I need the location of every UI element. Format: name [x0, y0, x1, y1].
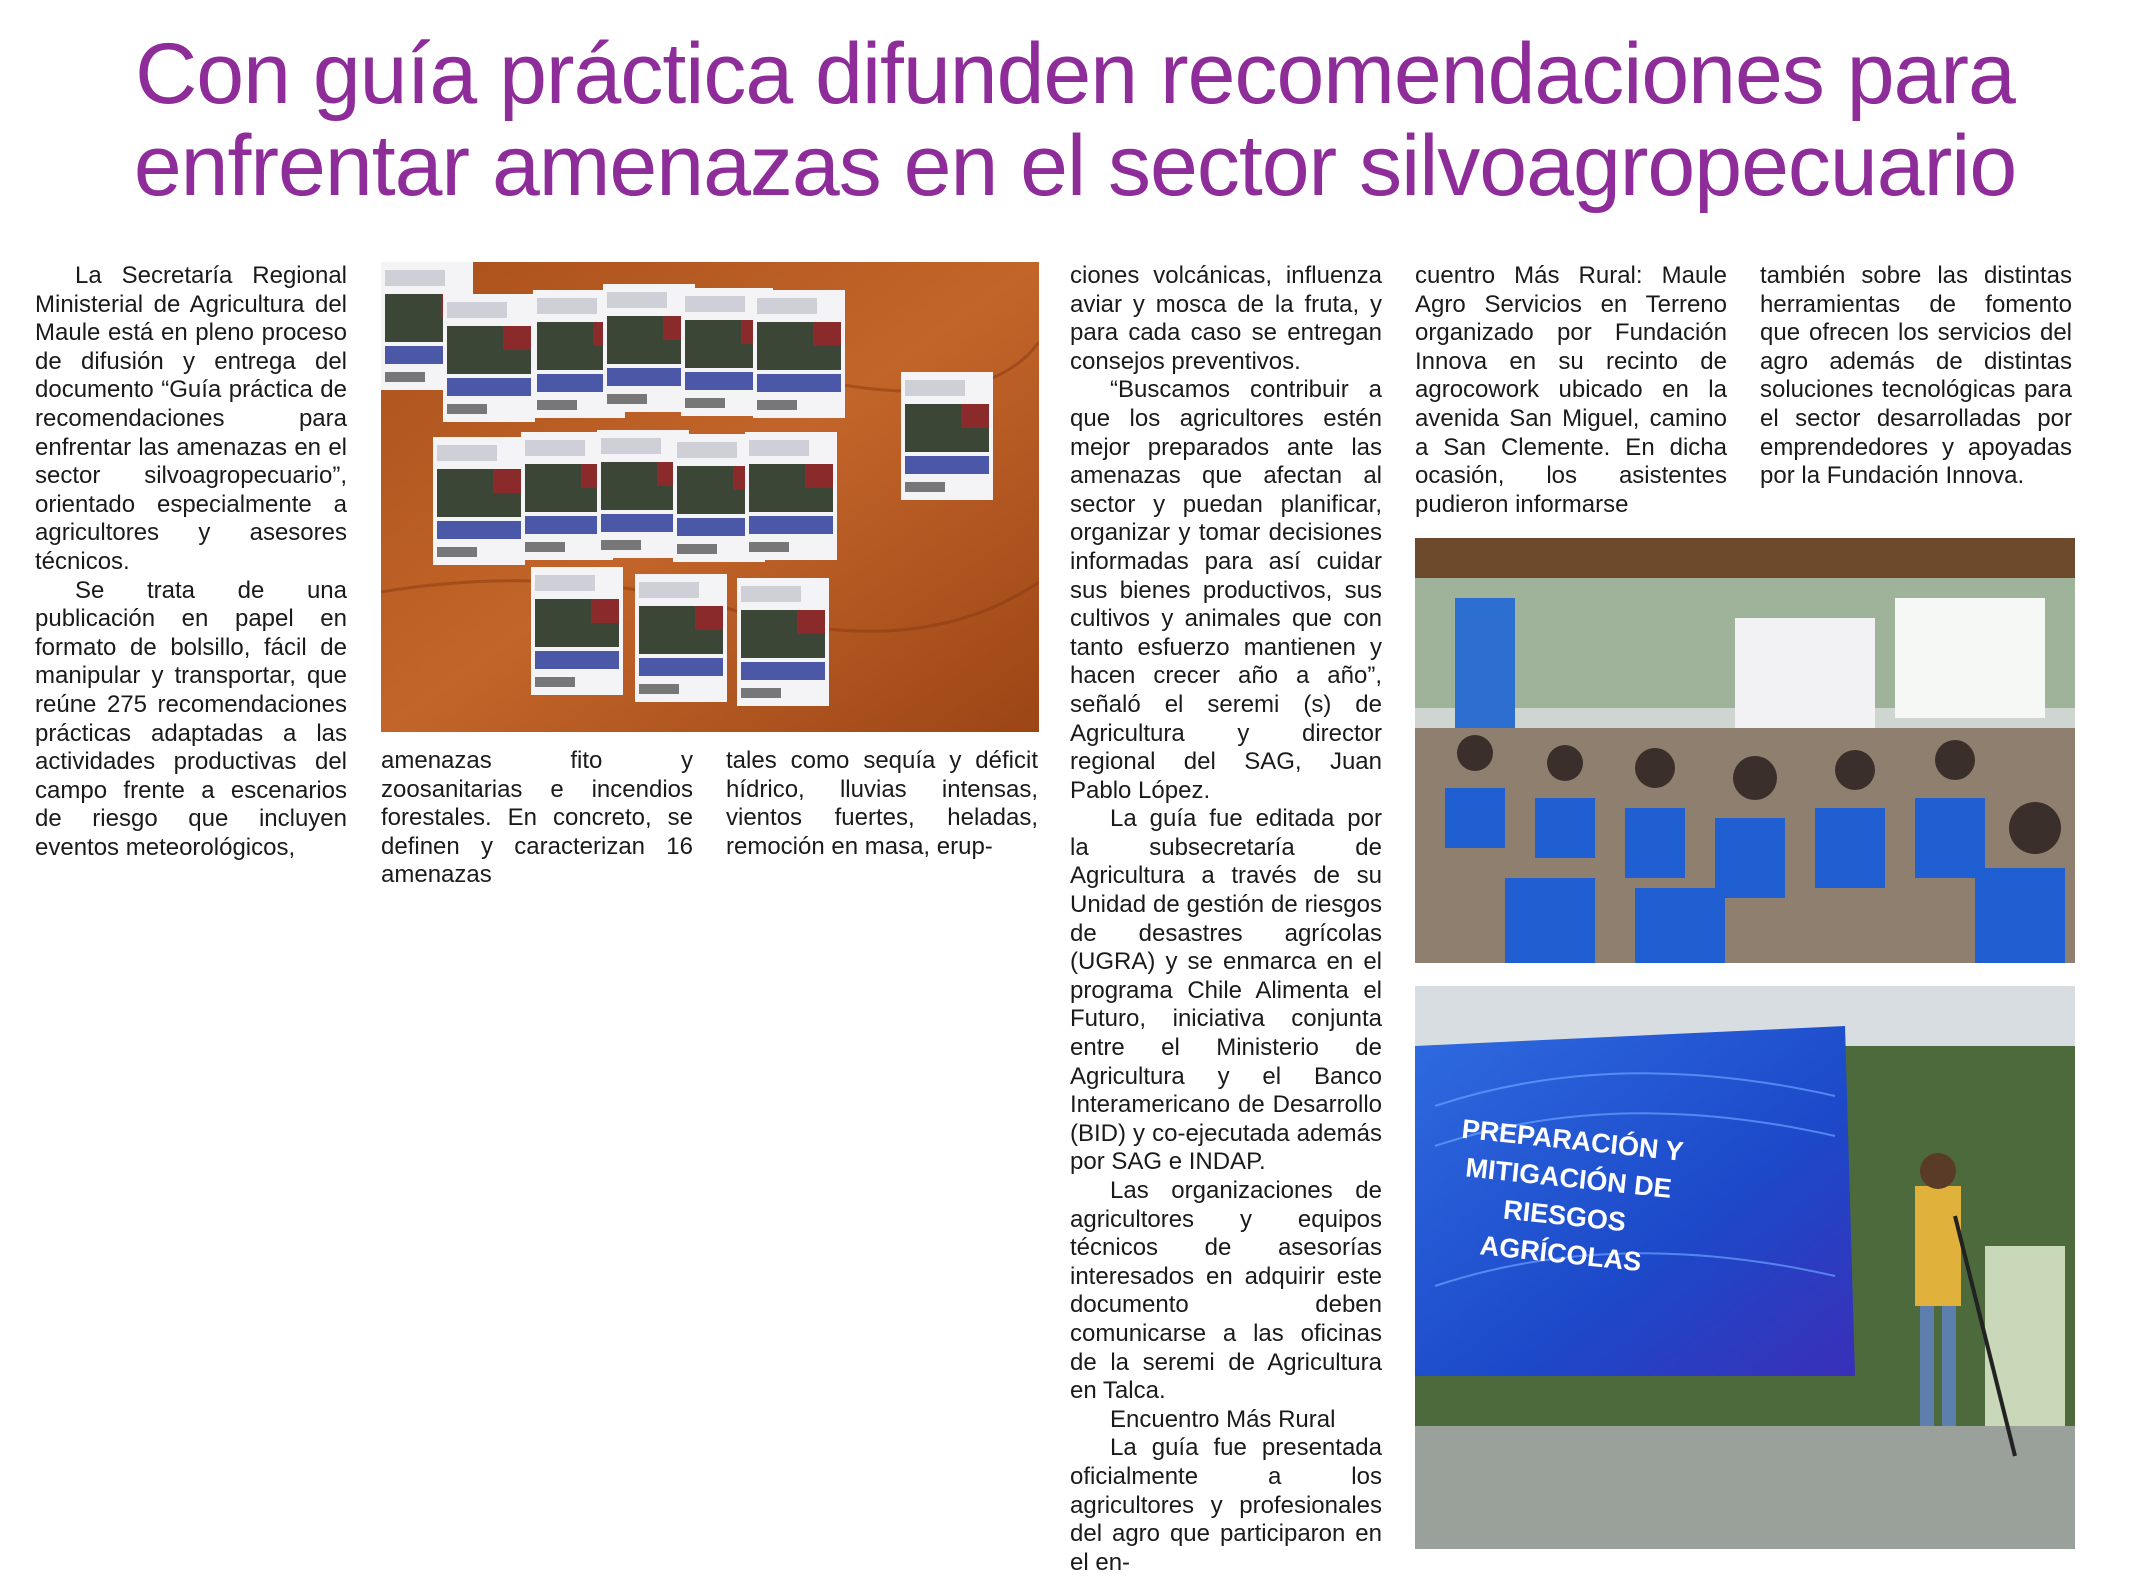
headline-line-2: enfrentar amenazas en el sector silvoagropecuario [133, 118, 2017, 214]
column-1 [35, 262, 347, 862]
screen-text-line-2: RIESGOS AGRÍCOLAS [1478, 1194, 1643, 1278]
paragraph: Las organizaciones de agricultores y equipos técnicos de asesorías interesados en adquirir este documento deben comunicarse a las oficinas de la seremi de Agricultura en Talca. [1070, 1177, 1382, 1405]
paragraph: también sobre las distintas herramientas de fomento que ofrecen los servicios del agro además de distintas soluciones tecnológicas para el sector desarrolladas por emprendedores y apoyadas por la Fundación Innova. [1760, 262, 2072, 490]
column-6 [1760, 262, 2072, 491]
paragraph: Se trata de una publicación en papel en formato de bolsillo, fácil de manipular y transportar, que reúne 275 recomendaciones prácticas adaptadas a las actividades productivas del campo frente a escenarios de riesgo que incluyen eventos meteorológicos, [35, 576, 347, 861]
paragraph: “Buscamos contribuir a que los agricultores estén mejor preparados ante las amenazas que afectan al sector y puedan planificar, organizar y tomar decisiones informadas para así cuidar sus bienes productivos, sus cultivos y animales que con tanto esfuerzo mantienen y hacen crecer año a año”, señaló el seremi (s) de Agricultura y director regional del SAG, Juan Pablo López. [1070, 376, 1382, 804]
photo-stage-presentation [1415, 986, 2075, 1549]
subheading: Encuentro Más Rural [1110, 1405, 1336, 1433]
paragraph: La guía fue presentada oficialmente a los agricultores y profesionales del agro que participaron en el en- [1070, 1434, 1382, 1576]
paragraph: tales como sequía y déficit hídrico, lluvias intensas, vientos fuertes, heladas, remoción en masa, erup- [726, 747, 1038, 860]
screen-text-line-1: PREPARACIÓN Y MITIGACIÓN DE [1460, 1113, 1685, 1204]
paragraph: amenazas fito y zoosanitarias e incendios forestales. En concreto, se definen y caracterizan 16 amenazas [381, 747, 693, 889]
column-5 [1415, 262, 1727, 519]
photo-event-audience [1415, 538, 2075, 963]
paragraph: La guía fue editada por la subsecretaría de Agricultura a través de su Unidad de gestión de riesgos de desastres agrícolas (UGRA) y se enmarca en el programa Chile Alimenta el Futuro, iniciativa conjunta entre el Ministerio de Agricultura y el Banco Interamericano de Desarrollo (BID) y co-ejecutada además por SAG e INDAP. [1070, 805, 1382, 1176]
paragraph: La Secretaría Regional Ministerial de Agricultura del Maule está en pleno proceso de difusión y entrega del documento “Guía práctica de recomendaciones para enfrentar las amenazas en el sector silvoagropecuario”, orientado especialmente a agricultores y asesores técnicos. [35, 262, 347, 575]
headline-line-1: Con guía práctica difunden recomendaciones para [135, 26, 2015, 122]
paragraph: cuentro Más Rural: Maule Agro Servicios en Terreno organizado por Fundación Innova en su recinto de agrocowork ubicado en la avenida San Miguel, camino a San Clemente. En dicha ocasión, los asistentes pudieron informarse [1415, 262, 1727, 518]
headline [60, 28, 2090, 212]
photo-guide-booklets [381, 262, 1039, 732]
column-3 [726, 747, 1038, 861]
paragraph: ciones volcánicas, influenza aviar y mosca de la fruta, y para cada caso se entregan consejos preventivos. [1070, 262, 1382, 375]
column-2 [381, 747, 693, 890]
column-4 [1070, 262, 1382, 1577]
presentation-screen-text [1421, 1107, 1713, 1287]
